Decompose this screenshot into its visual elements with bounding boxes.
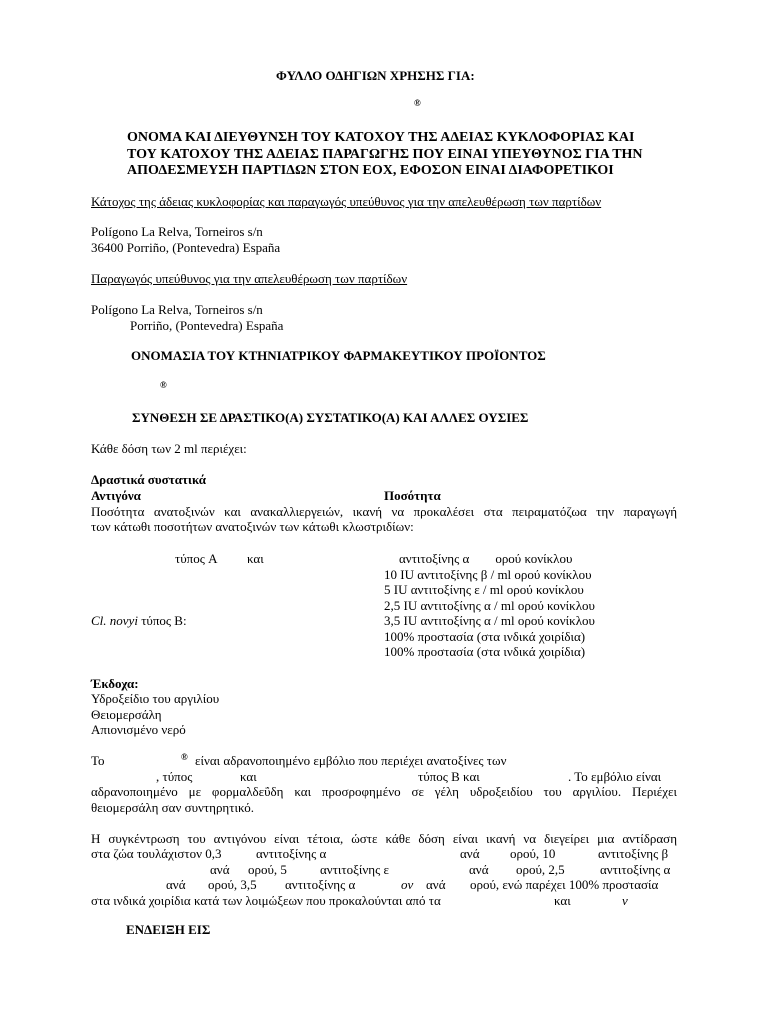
excipients-heading: Έκδοχα:	[91, 676, 139, 691]
antigen-para-l3-e: ορού, 2,5	[516, 862, 565, 877]
antigens-column-header: Αντιγόνα	[91, 488, 141, 503]
antigen-para-l2-a: στα ζώα τουλάχιστον 0,3	[91, 846, 222, 861]
holder-section-title-line1: ΟΝΟΜΑ ΚΑΙ ΔΙΕΥΘΥΝΣΗ ΤΟΥ ΚΑΤΟΧΟΥ ΤΗΣ ΑΔΕΙΑΣ ΚΥΚΛΟΦΟΡΙΑΣ ΚΑΙ	[127, 130, 635, 145]
antigen-type-a: τύπος A	[175, 551, 218, 566]
holder-section-title-line3: ΑΠΟΔΕΣΜΕΥΣΗ ΠΑΡΤΙΔΩΝ ΣΤΟΝ ΕΟΧ, ΕΦΟΣΟΝ ΕΙΝΑΙ ΔΙΑΦΟΡΕΤΙΚΟΙ	[127, 163, 614, 178]
antigen-para-l1: Η συγκέντρωση του αντιγόνου είναι τέτοια, ώστε κάθε δόση είναι ικανή να διεγείρει μια αντίδραση	[91, 831, 677, 846]
antigen-type-b: τύπος B:	[137, 613, 187, 628]
antigen-para-l4-d: ανά	[426, 877, 446, 892]
antigen-para-l3-f: αντιτοξίνης α	[600, 862, 671, 877]
quantity-row: αντιτοξίνης α ορού κονίκλου	[399, 551, 573, 566]
antigen-para-l3-c: αντιτοξίνης ε	[320, 862, 389, 877]
active-substances-heading: Δραστικά συστατικά	[91, 472, 207, 487]
antigen-para-l4-b: ορού, 3,5	[208, 877, 257, 892]
quantity-row: 100% προστασία (στα ινδικά χοιρίδια)	[384, 629, 586, 644]
quantity-row: 5 IU αντιτοξίνης ε / ml ορού κονίκλου	[384, 582, 584, 597]
quantity-row: 100% προστασία (στα ινδικά χοιρίδια)	[384, 644, 586, 659]
holder-caption: Κάτοχος της άδειας κυκλοφορίας και παραγωγός υπεύθυνος για την απελευθέρωση των παρτίδων	[91, 194, 602, 209]
manufacturer-address-line2: Porriño, (Pontevedra) España	[130, 318, 284, 333]
antigen-para-l3-a: ανά	[210, 862, 230, 877]
antigen-cl-novyi	[91, 613, 187, 628]
vaccine-para-l1b: είναι αδρανοποιημένο εμβόλιο που περιέχει ανατοξίνες των	[195, 753, 507, 768]
antigen-para-l2-c: ανά	[460, 846, 480, 861]
antigen-para-l4-c: αντιτοξίνης α	[285, 877, 356, 892]
vaccine-para-l4: θειομερσάλη σαν συντηρητικό.	[91, 800, 254, 815]
quantity-paragraph-line2: των κάτωθι ποσοτήτων ανατοξινών των κάτωθι κλωστριδίων:	[91, 519, 414, 534]
holder-section-title-line2: ΤΟΥ ΚΑΤΟΧΟΥ ΤΗΣ ΑΔΕΙΑΣ ΠΑΡΑΓΩΓΗΣ ΠΟΥ ΕΙΝΑΙ ΥΠΕΥΘΥΝΟΣ ΓΙΑ ΤΗΝ	[127, 147, 643, 162]
composition-section-title: ΣΥΝΘΕΣΗ ΣΕ ΔΡΑΣΤΙΚΟ(Α) ΣΥΣΤΑΤΙΚΟ(Α) ΚΑΙ ΑΛΛΕΣ ΟΥΣΙΕΣ	[132, 410, 529, 425]
antigen-para-l3-d: ανά	[469, 862, 489, 877]
antigen-para-l5-b: και	[554, 893, 571, 908]
registered-mark: ®	[414, 98, 421, 108]
antigen-para-l2-e: αντιτοξίνης β	[598, 846, 669, 861]
quantity-paragraph-line1: Ποσότητα ανατοξινών και ανακαλλιεργειών, ικανή να προκαλέσει στα πειραματόζωα την παραγωγή	[91, 504, 677, 519]
vaccine-para-l2c: τύπος B και	[418, 769, 480, 784]
vaccine-para-l3: αδρανοποιημένο με φορμαλδεΰδη και προσροφημένο σε γέλη υδροξειδίου του αργιλίου. Περιέχει	[91, 784, 677, 799]
antigen-para-l2-d: ορού, 10	[510, 846, 556, 861]
antigen-cl-novyi-name: Cl. novyi	[91, 613, 138, 628]
excipient-item: Υδροξείδιο του αργιλίου	[91, 691, 220, 706]
leaflet-heading: ΦΥΛΛΟ ΟΔΗΓΙΩΝ ΧΡΗΣΗΣ ΓΙΑ:	[276, 68, 475, 83]
holder-address-line1: Polígono La Relva, Torneiros s/n	[91, 224, 263, 239]
excipient-item: Θειομερσάλη	[91, 707, 162, 722]
vaccine-para-l2b: και	[240, 769, 257, 784]
manufacturer-caption: Παραγωγός υπεύθυνος για την απελευθέρωση των παρτίδων	[91, 271, 408, 286]
registered-mark: ®	[181, 752, 188, 762]
dose-intro: Κάθε δόση των 2 ml περιέχει:	[91, 441, 247, 456]
vaccine-para-l2d: . Το εμβόλιο είναι	[568, 769, 662, 784]
antigen-para-l2-b: αντιτοξίνης α	[256, 846, 327, 861]
vaccine-para-l2a: , τύπος	[156, 769, 193, 784]
quantity-column-header: Ποσότητα	[384, 488, 441, 503]
quantity-row: 2,5 IU αντιτοξίνης α / ml ορού κονίκλου	[384, 598, 595, 613]
antigen-para-l4-a: ανά	[166, 877, 186, 892]
quantity-row: 10 IU αντιτοξίνης β / ml ορού κονίκλου	[384, 567, 592, 582]
antigen-and: και	[247, 551, 264, 566]
holder-address-line2: 36400 Porriño, (Pontevedra) España	[91, 240, 281, 255]
antigen-para-l4-ov: ον	[401, 877, 414, 892]
indication-section-title: ΕΝΔΕΙΞΗ ΕΙΣ	[126, 922, 211, 937]
antigen-para-l5-a: στα ινδικά χοιρίδια κατά των λοιμώξεων που προκαλούνται από τα	[91, 893, 441, 908]
registered-mark: ®	[160, 380, 167, 390]
vaccine-para-l1a: Το	[91, 753, 105, 768]
antigen-para-l5-v: ν	[622, 893, 628, 908]
quantity-row: 3,5 IU αντιτοξίνης α / ml ορού κονίκλου	[384, 613, 595, 628]
product-name-section-title: ΟΝΟΜΑΣΙΑ ΤΟΥ ΚΤΗΝΙΑΤΡΙΚΟΥ ΦΑΡΜΑΚΕΥΤΙΚΟΥ ΠΡΟΪΟΝΤΟΣ	[131, 348, 546, 363]
antigen-para-l4-e: ορού, ενώ παρέχει 100% προστασία	[470, 877, 659, 892]
manufacturer-address-line1: Polígono La Relva, Torneiros s/n	[91, 302, 263, 317]
antigen-para-l3-b: ορού, 5	[248, 862, 287, 877]
excipient-item: Απιονισμένο νερό	[91, 722, 186, 737]
